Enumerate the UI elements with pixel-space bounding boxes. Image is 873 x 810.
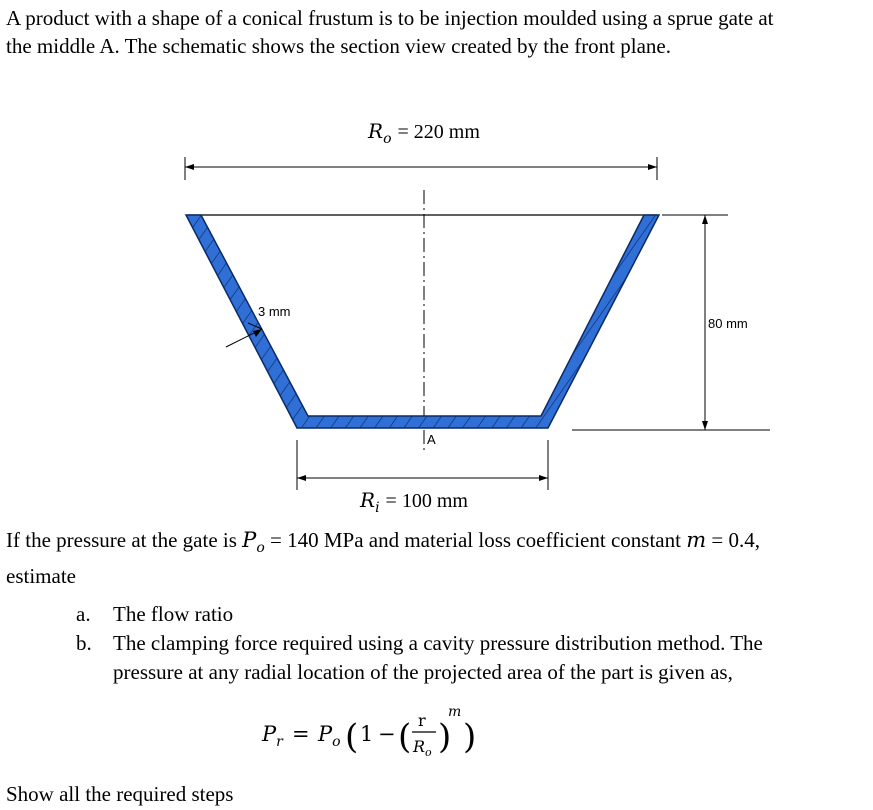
formula-minus: −: [378, 722, 396, 746]
svg-text:Pr: $P_r$: [262, 722, 283, 750]
formula-lhs: P: [262, 722, 277, 746]
formula-one: 1: [360, 722, 374, 746]
formula-Ro: R: [413, 737, 426, 756]
gate-label: A: [427, 432, 436, 447]
pressure-formula: [261, 704, 476, 759]
svg-text:(: (: [398, 717, 412, 757]
intro-line-2: the middle A. The schematic shows the section view created by the front plane.: [6, 34, 671, 58]
list-text-b-line-1: The clamping force required using a cavity pressure distribution method. The: [113, 631, 763, 655]
formula-exponent: m: [448, 704, 462, 720]
thickness-label: 3 mm: [258, 304, 291, 319]
list-text-a: The flow ratio: [113, 602, 234, 626]
footer-instruction: Show all the required steps: [6, 782, 234, 806]
formula-r: r: [418, 711, 426, 730]
formula-equals: =: [292, 722, 310, 746]
svg-text:(: (: [345, 717, 359, 757]
inner-radius-label: $R_i = 100$ mm: [360, 488, 468, 516]
svg-text:): ): [463, 717, 477, 757]
svg-text:): ): [438, 717, 452, 757]
question-line-2: estimate: [6, 564, 76, 589]
frustum-wall-section: [186, 215, 659, 428]
list-text-b-line-2: pressure at any radial location of the projected area of the part is given as,: [113, 660, 733, 684]
svg-text:Po: $P_o$: [318, 722, 341, 750]
intro-line-1: A product with a shape of a conical frustum is to be injection moulded using a sprue gate at: [6, 6, 774, 30]
outer-radius-label: $R_o = 220$ mm: [368, 119, 480, 147]
outer-dimension-line: [185, 157, 657, 180]
question-line-1: If the pressure at the gate is $P_o = 140$ MPa and material loss coefficient constant m = 0.4,: [6, 528, 760, 557]
inner-dimension-line: [297, 440, 548, 490]
list-marker-b: b.: [76, 631, 92, 655]
svg-text:Ro: $R_o$: [413, 737, 432, 759]
question-paragraph: [6, 526, 872, 590]
list-marker-a: a.: [76, 602, 91, 626]
formula-p0: P: [318, 722, 333, 746]
height-label: 80 mm: [708, 316, 748, 331]
